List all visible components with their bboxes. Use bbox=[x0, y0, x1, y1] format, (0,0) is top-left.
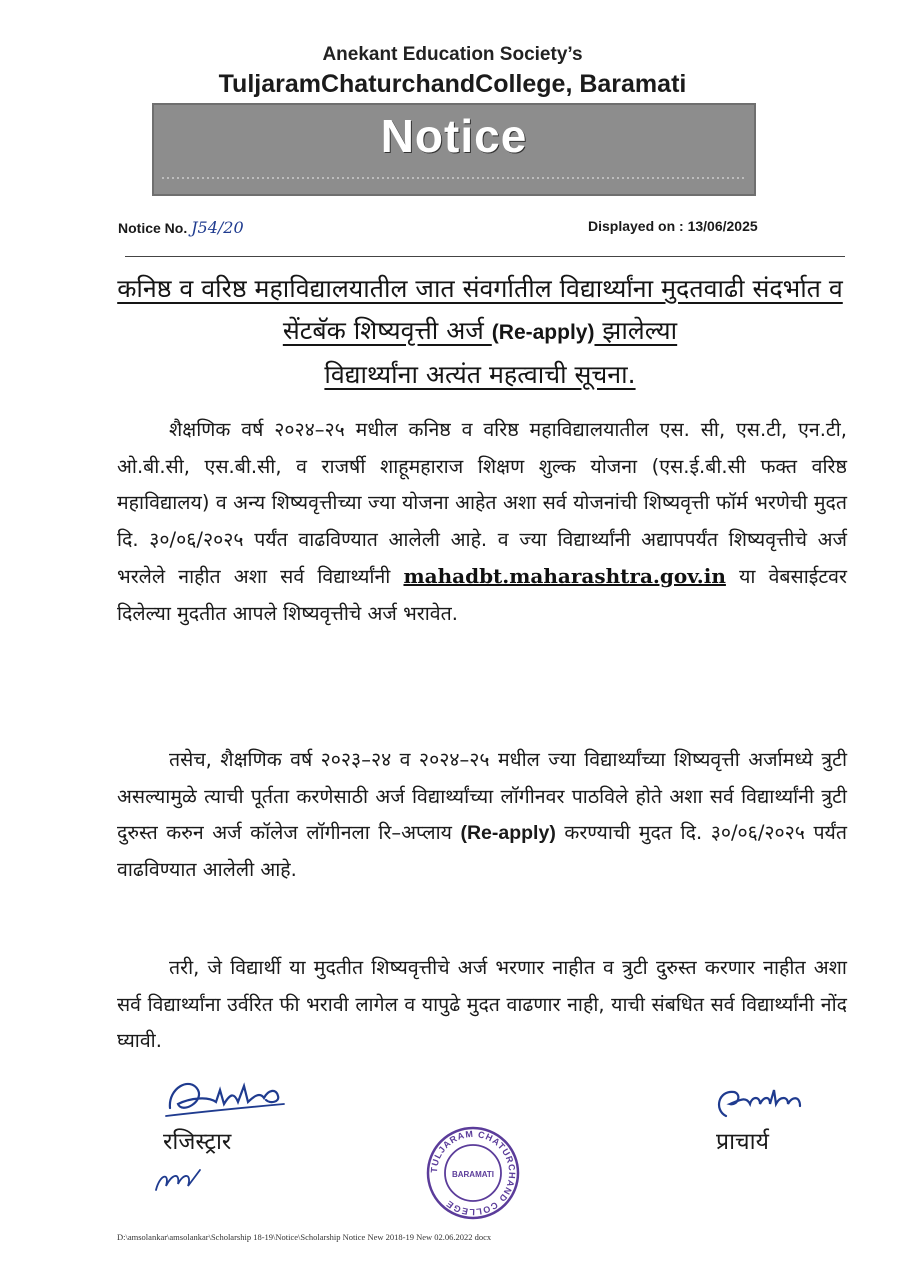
header-divider bbox=[125, 256, 845, 257]
notice-number-label: Notice No. bbox=[118, 220, 188, 236]
mahadbt-link[interactable]: mahadbt.maharashtra.gov.in bbox=[403, 564, 726, 588]
principal-label: प्राचार्य bbox=[716, 1129, 769, 1155]
paragraph-1 bbox=[117, 412, 847, 632]
notice-banner bbox=[152, 103, 756, 196]
registrar-label: रजिस्ट्रार bbox=[163, 1129, 232, 1155]
society-name: Anekant Education Society’s bbox=[322, 44, 583, 65]
registrar-signature bbox=[160, 1068, 300, 1128]
heading-line-a: कनिष्ठ व वरिष्ठ महाविद्यालयातील जात संवर्गातील विद्यार्थ्यांना मुदतवाढी संदर्भात व सेंटबॅक शिष्यवृत्ती अर्ज bbox=[117, 274, 843, 345]
paragraph-2-reapply: (Re-apply) bbox=[460, 822, 556, 844]
seal-inner-text: BARAMATI bbox=[451, 1170, 495, 1179]
paragraph-3 bbox=[117, 950, 847, 1060]
paragraph-1-text-a: शैक्षणिक वर्ष २०२४–२५ मधील कनिष्ठ व वरिष्ठ महाविद्यालयातील एस. सी, एस.टी, एन.टी, ओ.बी.सी, एस.बी.सी, व राजर्षी शाहूमहाराज शिक्षण शुल्क योजना (एस.ई.बी.सी फक्त वरिष्ठ महाविद्यालय) व अन्य शिष्यवृत्तीच्या ज्या योजना आहेत अशा सर्व योजनांची शिष्यवृत्ती फॉर्म भरणेची मुदत दि. ३०/०६/२०२५ पर्यंत वाढविण्यात आलेली आहे. व ज्या विद्यार्थ्यांनी अद्यापपर्यंत शिष्यवृत्तीचे अर्ज भरलेले नाहीत अशा सर्व विद्यार्थ्यांनी bbox=[117, 418, 847, 588]
notice-number bbox=[118, 218, 244, 237]
college-seal bbox=[425, 1125, 521, 1221]
heading-line-b: झालेल्या bbox=[594, 316, 678, 345]
paragraph-2-text-a: तसेच, शैक्षणिक वर्ष २०२३–२४ व २०२४–२५ मधील ज्या विद्यार्थ्यांच्या शिष्यवृत्ती अर्जामध्ये त्रुटी असल्यामुळे त्याची पूर्तता करणेसाठी अर्ज विद्यार्थ्यांच्या लॉगीनवर पाठविले होते अशा सर्व विद्यार्थ्यांनी त्रुटी दुरुस्त करुन अर्ज कॉलेज लॉगीनला रि–अप्लाय bbox=[117, 748, 847, 844]
paragraph-1-text-b: या वेबसाईटवर दिलेल्या मुदतीत आपले शिष्यवृत्तीचे अर्ज भरावेत. bbox=[117, 565, 848, 625]
paragraph-3-text: तरी, जे विद्यार्थी या मुदतीत शिष्यवृत्तीचे अर्ज भरणार नाहीत व त्रुटी दुरुस्त करणार नाहीत अशा सर्व विद्यार्थ्यांना उर्वरित फी भरावी लागेल व यापुढे मुदत वाढणार नाही, याची संबधित सर्व विद्यार्थ्यांनी नोंद घ्यावी. bbox=[117, 956, 847, 1052]
banner-title: Notice bbox=[380, 110, 528, 162]
notice-heading bbox=[110, 268, 850, 396]
college-name: TuljaramChaturchandCollege, Baramati bbox=[218, 70, 687, 98]
seal-outer-text: TULJARAM CHATURCHAND COLLEGE bbox=[428, 1128, 518, 1218]
file-path-footer: D:\amsolankar\amsolankar\Scholarship 18-19\Notice\Scholarship Notice New 2018-19 New 02.06.2022 docx bbox=[117, 1232, 492, 1242]
initials-scribble bbox=[150, 1160, 210, 1200]
displayed-on-date: Displayed on : 13/06/2025 bbox=[588, 218, 758, 234]
heading-reapply: (Re-apply) bbox=[491, 321, 595, 344]
paragraph-2 bbox=[117, 742, 847, 888]
paragraph-2-text-b: करण्याची मुदत दि. ३०/०६/२०२५ पर्यंत वाढविण्यात आलेली आहे. bbox=[117, 821, 847, 881]
notice-number-handwritten: J54/20 bbox=[191, 218, 244, 237]
heading-line-c: विद्यार्थ्यांना अत्यंत महत्वाची सूचना. bbox=[324, 360, 636, 389]
